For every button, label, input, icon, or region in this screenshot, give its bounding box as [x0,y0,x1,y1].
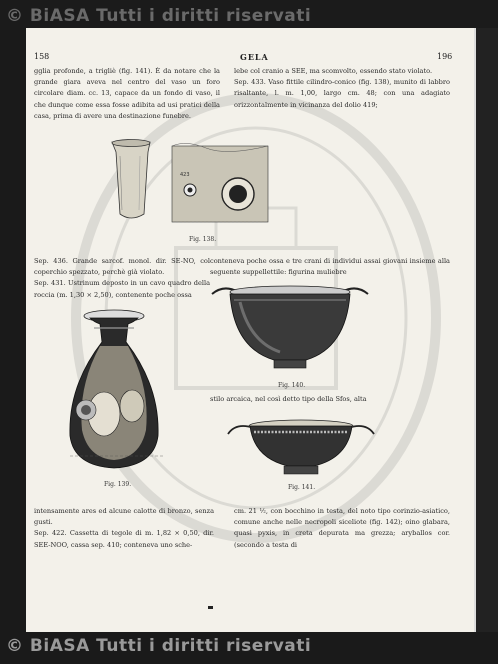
figure-138-label: 423 [180,172,190,178]
caption-fig-139: Fig. 139. [104,481,132,488]
text-top-left: gglia profonde, a trigliè (fig. 141). È da notare che la grande giara aveva nel centro del vaso un foro circolare diam. cc. 13, capace da un fondo di vaso, il che dunque come essa fosse adibita ad usi pratici della casa, prima di avere una destinazione funebre. [34,67,220,120]
figure-140-illustration [210,282,370,378]
text-bottom-left: intensamente ares ed alcune calotte di bronzo, senza gusti. Sep. 422. Cassetta di tegole di m. 1,82 × 0,50, dir. SEE-NOO, cassa sep. 410; conteneva uno sche- [34,507,214,549]
page-number-left: 158 [34,52,50,61]
text-middle-left: Sep. 436. Grande sarcof. monol. dir. SE-NO, col coperchio spezzato, perchè già violato. Sep. 431. Ustrinum deposto in un cavo quadro della roccia (m. 1,30 × 2,50), contenente poche ossa [34,257,210,299]
copyright-watermark-bottom: © BiASA Tutti i diritti riservati [6,636,312,656]
figure-138-illustration [106,136,276,236]
document-page [26,28,474,632]
page-number-right: 196 [437,52,453,61]
running-title: GELA [240,52,269,62]
text-middle-right: conteneva poche ossa e tre crani di individui assai giovani insieme alla seguente suppellettile: figurina muliebre [210,257,450,277]
figure-141-illustration [226,412,376,484]
text-after-fig-140: stilo arcaica, nel così detto tipo della Sfos, alta [210,395,367,403]
figure-139-illustration [64,306,182,474]
caption-fig-138: Fig. 138. [189,236,217,243]
text-top-right: lebe col cranio a SEE, ma scomvolto, essendo stato violato. Sep. 433. Vaso fittile cilindro-conico (fig. 138), munito di labbro risaltante, l. m. 1,00, largo cm. 48; con una adagiato orizzontalmente in vicinanza del dolio 419; [234,67,450,109]
page-mark [208,606,213,609]
text-bottom-right: cm. 21 ½, con bocchino in testa, del noto tipo corinzio-asiatico, comune anche nelle necropoli siceliote (fig. 142); oino glabara, quasi pyxis, in creta depurata ma grezza; aryballos cor. (secondo a testa di [234,507,450,549]
caption-fig-140: Fig. 140. [278,382,306,389]
copyright-watermark-top: © BiASA Tutti i diritti riservati [6,6,312,26]
caption-fig-141: Fig. 141. [288,484,316,491]
scan-right-border [474,28,498,632]
